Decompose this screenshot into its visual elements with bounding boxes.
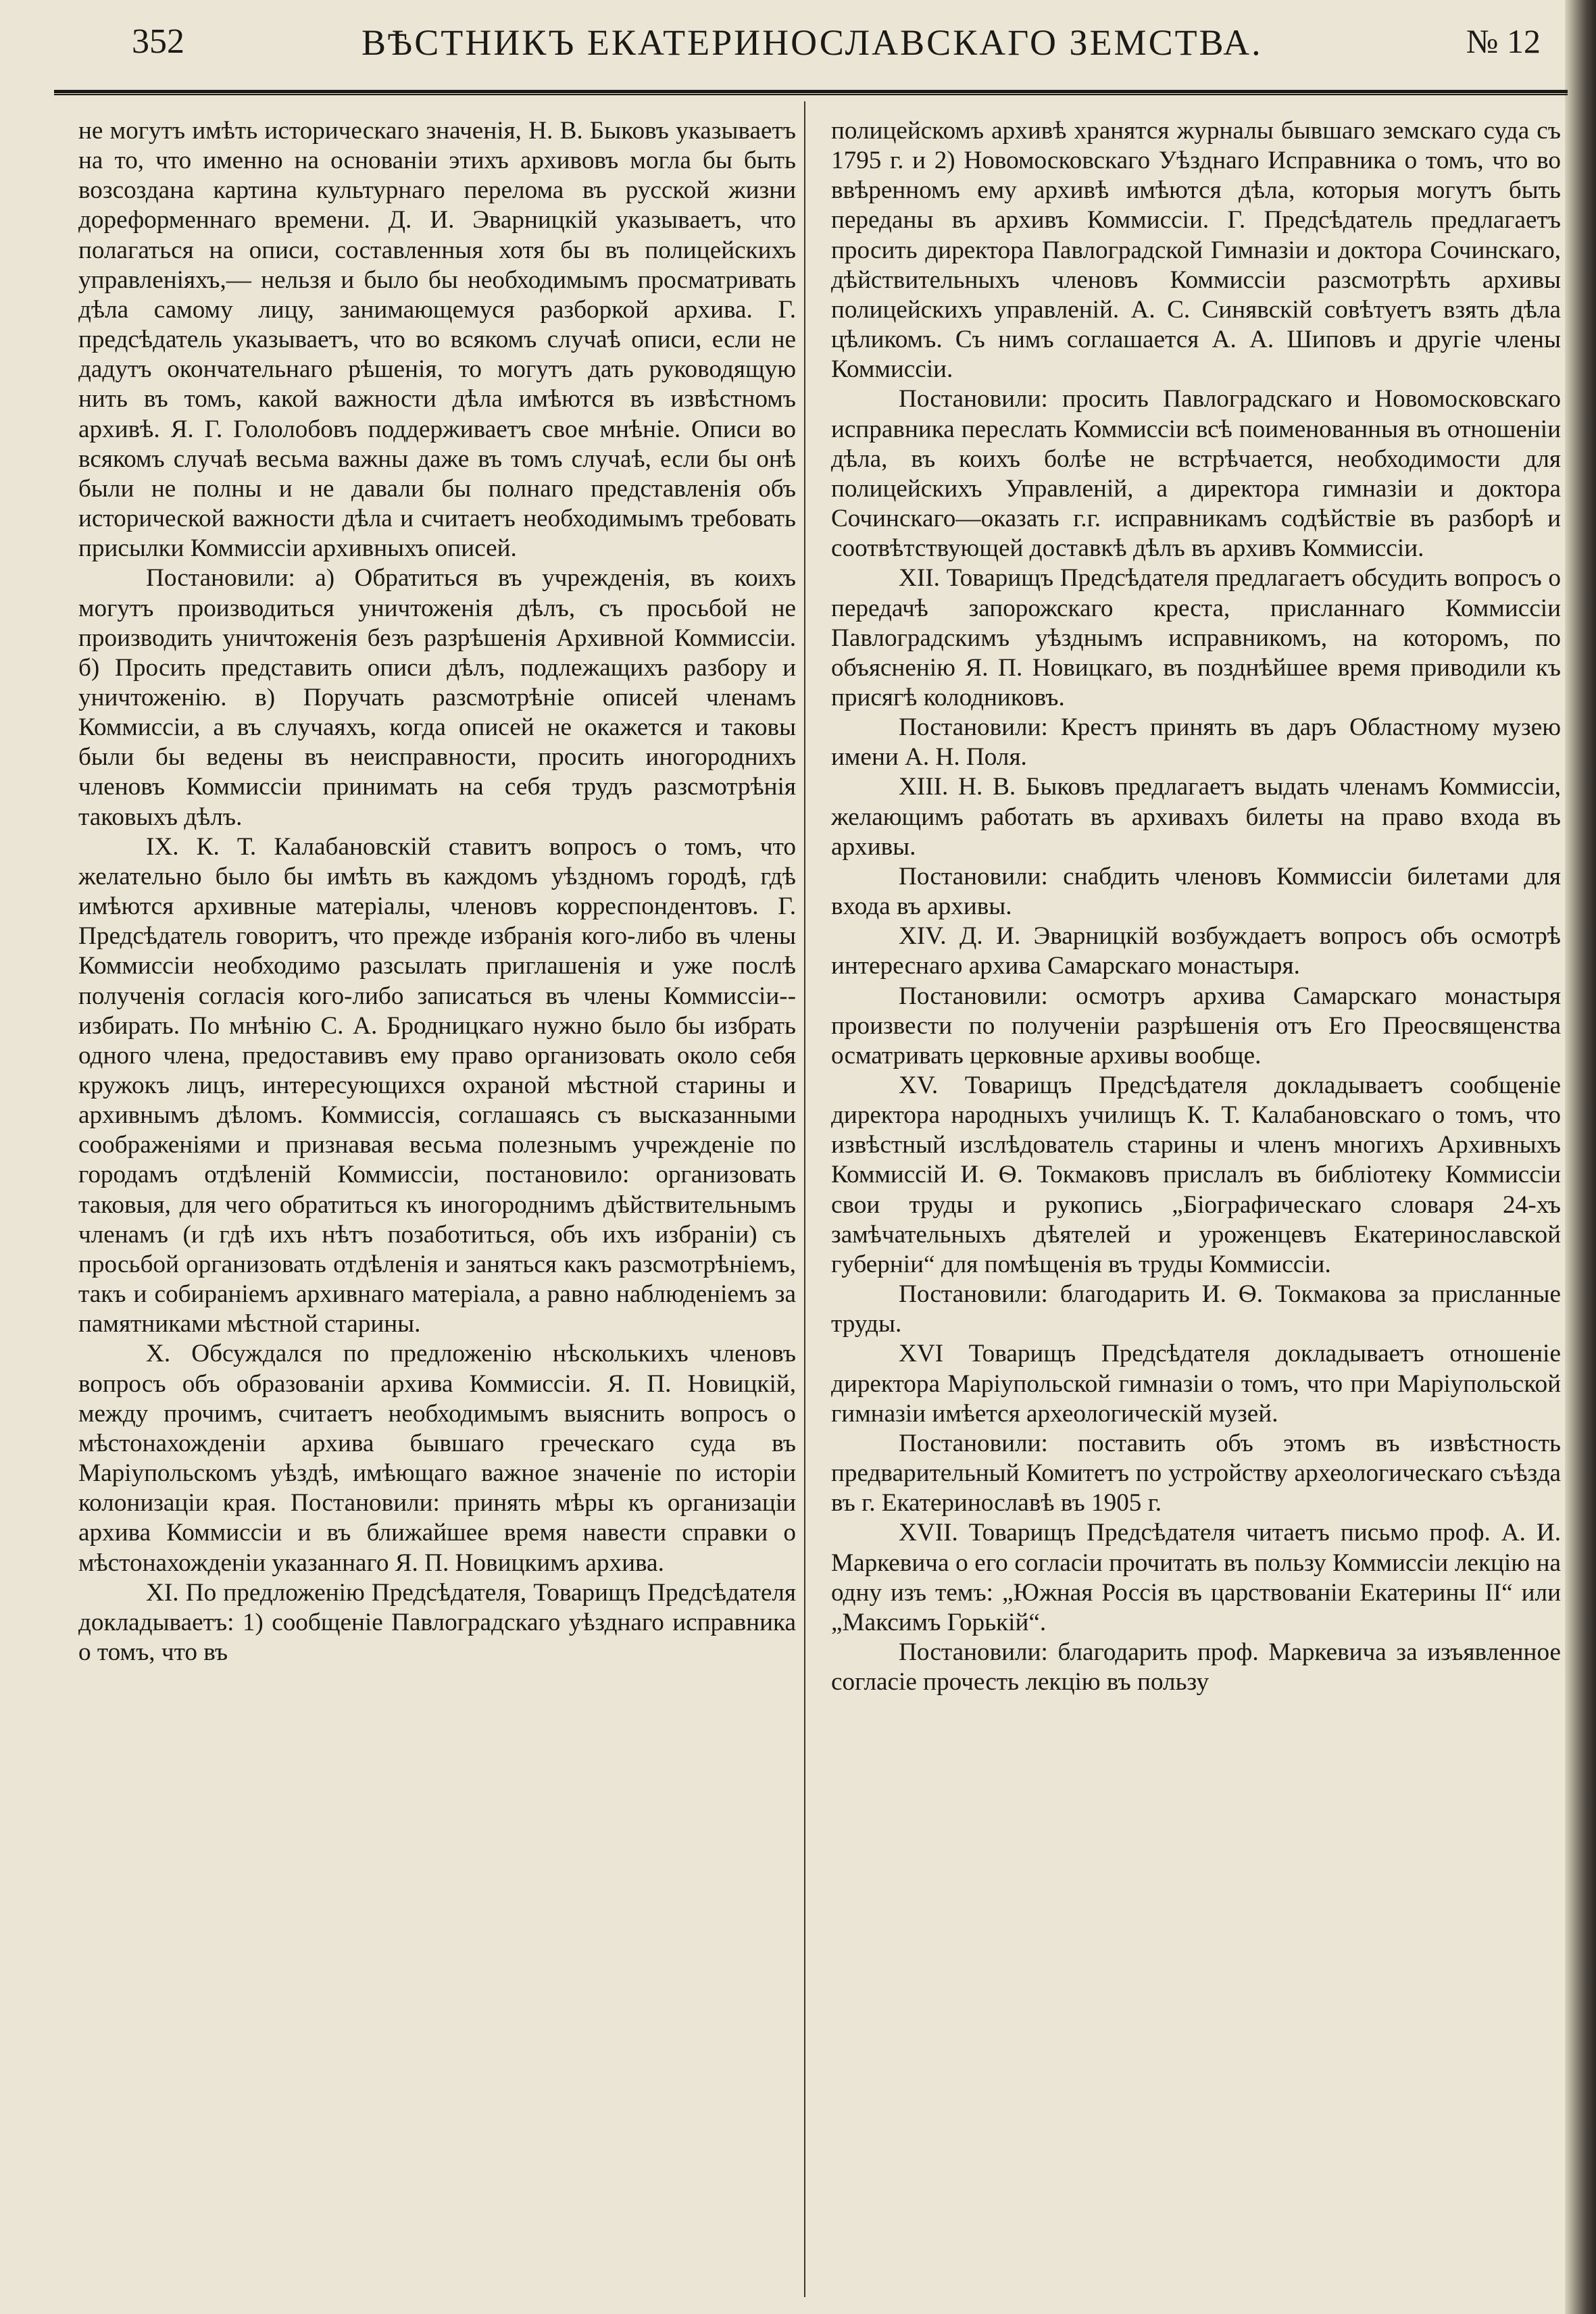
paragraph: полицейскомъ архивѣ хранятся журналы бывшаго земскаго суда съ 1795 г. и 2) Новомосковскаго Уѣзднаго Исправника о томъ, что во ввѣренномъ ему архивѣ имѣются дѣла, которыя могутъ быть переданы въ архивъ Коммиссіи. Г. Предсѣдатель предлагаетъ просить директора Павлоградской Гимназіи и доктора Сочинскаго, дѣйствительныхъ членовъ Коммиссіи разсмотрѣть архивы полицейскихъ управленій. А. С. Синявскій совѣтуетъ взять дѣла цѣликомъ. Съ нимъ соглашается А. А. Шиповъ и другіе члены Коммиссіи. <box>831 117 1561 384</box>
header-rule <box>54 90 1568 95</box>
paragraph: Постановили: просить Павлоградскаго и Новомосковскаго исправника переслать Коммиссіи всѣ поименованныя въ отношеніи дѣла, въ коихъ болѣе не встрѣчается, необходимости для полицейскихъ Управленій, а директора гимназіи и доктора Сочинскаго—оказать г.г. исправникамъ содѣйствіе въ разборѣ и соотвѣтствующей доставкѣ дѣлъ въ архивъ Коммиссіи. <box>831 385 1561 563</box>
paragraph: Постановили: а) Обратиться въ учрежденія, въ коихъ могутъ производиться уничтоженія дѣлъ, съ просьбой не производить уничтоженія безъ разрѣшенія Архивной Коммиссіи. б) Просить представить описи дѣлъ, подлежащихъ разбору и уничтоженію. в) Поручать разсмотрѣніе описей членамъ Коммиссіи, а въ случаяхъ, когда описей не окажется и таковы были бы ведены въ неисправности, просить иногороднихъ членовъ Коммиссіи принимать на себя трудъ разсмотрѣнія таковыхъ дѣлъ. <box>78 564 796 831</box>
right-column <box>831 116 1561 2298</box>
paragraph: Постановили: снабдить членовъ Коммиссіи билетами для входа въ архивы. <box>831 862 1561 921</box>
paragraph: Постановили: осмотръ архива Самарскаго монастыря произвести по полученіи разрѣшенія отъ Его Преосвященства осматривать церковные архивы вообще. <box>831 982 1561 1070</box>
page-number: 352 <box>132 22 184 61</box>
paragraph: IX. К. Т. Калабановскій ставитъ вопросъ о томъ, что желательно было бы имѣть въ каждомъ уѣздномъ городѣ, гдѣ имѣются архивные матеріалы, членовъ корреспондентовъ. Г. Предсѣдатель говоритъ, что прежде избранія кого-либо въ члены Коммиссіи необходимо разсылать приглашенія и уже послѣ полученія согласія кого-либо записаться въ члены Коммиссіи--избирать. По мнѣнію С. А. Бродницкаго нужно было бы избрать одного члена, предоставивъ ему право организовать около себя кружокъ лицъ, интересующихся охраной мѣстной старины и архивнымъ дѣломъ. Коммиссія, соглашаясь съ высказанными соображеніями и признавая весьма полезнымъ учрежденіе по городамъ отдѣленій Коммиссіи, постановило: организовать таковыя, для чего обратиться къ иногороднимъ дѣйствительнымъ членамъ (и гдѣ ихъ нѣтъ позаботиться, объ ихъ избраніи) съ просьбой организовать отдѣленія и заняться какъ разсмотрѣніемъ, такъ и собираніемъ архивнаго матеріала, а равно наблюденіемъ за памятниками мѣстной старины. <box>78 832 796 1338</box>
paragraph: Постановили: благодарить И. Ѳ. Токмакова за присланные труды. <box>831 1280 1561 1338</box>
paragraph: Постановили: поставить объ этомъ въ извѣстность предварительный Комитетъ по устройству археологическаго съѣзда въ г. Екатеринославѣ въ 1905 г. <box>831 1429 1561 1517</box>
column-divider <box>804 101 805 2297</box>
page-header <box>54 16 1561 77</box>
paragraph: XV. Товарищъ Предсѣдателя докладываетъ сообщеніе директора народныхъ училищъ К. Т. Калабановскаго о томъ, что извѣстный изслѣдователь старины и членъ многихъ Архивныхъ Коммиссій И. Ѳ. Токмаковъ прислалъ въ библіотеку Коммиссіи свои труды и рукопись „Біографическаго словаря 24-хъ замѣчательныхъ дѣятелей и уроженцевъ Екатеринославской губерніи“ для помѣщенія въ труды Коммиссіи. <box>831 1072 1561 1278</box>
paragraph: X. Обсуждался по предложенію нѣсколькихъ членовъ вопросъ объ образованіи архива Коммиссіи. Я. П. Новицкій, между прочимъ, считаетъ необходимымъ выяснить вопросъ о мѣстонахожденіи архива бывшаго греческаго суда въ Маріупольскомъ уѣздѣ, имѣющаго важное значеніе по исторіи колонизаціи края. Постановили: принять мѣры къ организаціи архива Коммиссіи и въ ближайшее время навести справки о мѣстонахожденіи указаннаго Я. П. Новицкимъ архива. <box>78 1340 796 1577</box>
paragraph: XII. Товарищъ Предсѣдателя предлагаетъ обсудить вопросъ о передачѣ запорожскаго креста, присланнаго Коммиссіи Павлоградскимъ уѣзднымъ исправникомъ, на которомъ, по объясненію Я. П. Новицкаго, въ позднѣйшее время приводили къ присягѣ колодниковъ. <box>831 564 1561 711</box>
left-column <box>78 116 796 2298</box>
paragraph: XVI Товарищъ Предсѣдателя докладываетъ отношеніе директора Маріупольской гимназіи о томъ, что при Маріупольской гимназіи имѣется археологическій музей. <box>831 1340 1561 1428</box>
paragraph: XIII. Н. В. Быковъ предлагаетъ выдать членамъ Коммиссіи, желающимъ работать въ архивахъ билеты на право входа въ архивы. <box>831 773 1561 861</box>
paragraph: XIV. Д. И. Эварницкій возбуждаетъ вопросъ объ осмотрѣ интереснаго архива Самарскаго монастыря. <box>831 922 1561 980</box>
issue-number: № 12 <box>1466 22 1541 60</box>
paragraph: Постановили: благодарить проф. Маркевича за изъявленное согласіе прочесть лекцію въ пользу <box>831 1638 1561 1696</box>
paragraph: Постановили: Крестъ принять въ даръ Областному музею имени А. Н. Поля. <box>831 713 1561 772</box>
journal-title: ВѢСТНИКЪ ЕКАТЕРИНОСЛАВСКАГО ЗЕМСТВА. <box>361 22 1263 63</box>
paragraph: XI. По предложенію Предсѣдателя, Товарищъ Предсѣдателя докладываетъ: 1) сообщеніе Павлоградскаго уѣзднаго исправника о томъ, что въ <box>78 1578 796 1666</box>
paragraph: не могутъ имѣть историческаго значенія, Н. В. Быковъ указываетъ на то, что именно на основаніи этихъ архивовъ могла бы быть возсоздана картина культурнаго перелома въ русской жизни дореформеннаго времени. Д. И. Эварницкій указываетъ, что полагаться на описи, составленныя хотя бы въ полицейскихъ управленіяхъ,— нельзя и было бы необходимымъ просматривать дѣла самому лицу, занимающемуся разборкой архива. Г. предсѣдатель указываетъ, что во всякомъ случаѣ описи, если не дадутъ окончательнаго рѣшенія, то могутъ дать руководящую нить въ томъ, какой важности дѣла имѣются въ извѣстномъ архивѣ. Я. Г. Гололобовъ поддерживаетъ свое мнѣніе. Описи во всякомъ случаѣ весьма важны даже въ томъ случаѣ, если бы онѣ были не полны и не давали бы полнаго представленія объ исторической важности дѣла и считаетъ необходимымъ требовать присылки Коммиссіи архивныхъ описей. <box>78 117 796 563</box>
paragraph: XVII. Товарищъ Предсѣдателя читаетъ письмо проф. А. И. Маркевича о его согласіи прочитать въ пользу Коммиссіи лекцію на одну изъ темъ: „Южная Россія въ царствованіи Екатерины II“ или „Максимъ Горькій“. <box>831 1519 1561 1636</box>
scan-edge-shadow <box>1565 0 1596 2314</box>
